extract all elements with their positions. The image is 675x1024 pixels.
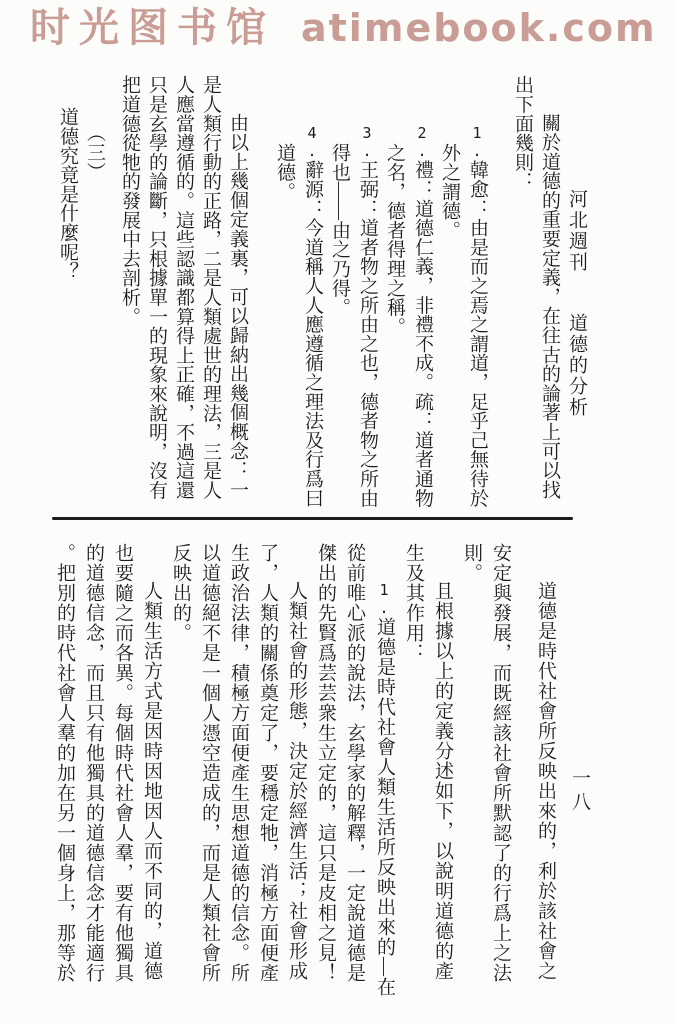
column-text: 把道德從牠的發展中去剖析。 — [119, 75, 140, 326]
item-number: 1. — [375, 581, 393, 617]
column-text: 且根據以上的定義分述如下，以說明道德的產 — [432, 581, 453, 981]
text-column — [298, 75, 326, 508]
column-text: 外之謂德。 — [439, 143, 460, 240]
text-column — [509, 75, 536, 497]
column-text: 以道德絕不是一個人憑空造成的，而是人類社會所 — [199, 543, 220, 983]
column-text: 禮：道德仁義，非禮不成。疏：道者通物 — [412, 160, 433, 508]
text-column — [81, 75, 108, 497]
text-column — [197, 75, 224, 500]
column-text: 生政治法律，積極方面便產生思想道德的信念。所 — [228, 543, 249, 983]
text-column — [50, 543, 79, 1005]
text-column — [311, 543, 340, 1005]
text-column — [253, 543, 282, 1005]
item-number: 3. — [358, 124, 376, 161]
text-column — [486, 543, 515, 1005]
column-text: 人類生活方式是因時因地因人而不同的，道德 — [141, 581, 162, 981]
text-column — [271, 75, 298, 497]
bottom-page — [50, 543, 560, 1005]
column-text: 出下面幾則： — [512, 75, 533, 191]
column-text: 道德是時代社會人類生活所反映出來的—在 — [374, 617, 395, 997]
text-column — [381, 75, 408, 497]
journal-title: 河北週刊 — [566, 189, 587, 273]
text-column — [536, 75, 563, 497]
text-column — [282, 543, 311, 1005]
text-column — [143, 75, 170, 500]
text-column — [224, 75, 251, 497]
top-page — [54, 75, 590, 508]
column-text: 之名，德者得理之稱。 — [384, 143, 405, 337]
column-text: 安定與發展，而既經該社會所默認了的行爲上之法 — [490, 543, 511, 983]
column-text: 反映出的。 — [170, 543, 191, 643]
page-divider-rule — [52, 517, 573, 520]
item-number: 4. — [303, 124, 321, 161]
column-text: 關於道德的重要定義，在往古的論著上可以找 — [539, 113, 560, 499]
column-text: 只是玄學的論斷，只根據單一的現象來說明，沒有 — [146, 75, 167, 500]
text-column — [108, 543, 137, 1005]
text-column — [463, 75, 491, 508]
item-number: 2. — [413, 124, 431, 161]
text-column — [428, 543, 457, 1005]
column-text: 由以上幾個定義裏，可以歸納出幾個概念：一 — [227, 113, 248, 499]
page-header — [563, 75, 590, 497]
text-column — [116, 75, 143, 497]
column-text: 人類社會的形態，決定於經濟生活；社會形成 — [286, 581, 307, 981]
text-column — [399, 543, 428, 1005]
text-column — [137, 543, 166, 1005]
column-text: （三） — [84, 122, 105, 181]
text-column — [224, 543, 253, 1005]
watermark-site-text: atimebook.com — [301, 6, 657, 50]
column-text: 辭源：今道稱人人應遵循之理法及行爲曰 — [302, 160, 323, 508]
text-column — [457, 543, 486, 1005]
text-column — [54, 75, 81, 497]
column-text: 是人類行動的正路，二是人類處世的理法，三是人 — [200, 75, 221, 500]
text-column — [408, 75, 436, 508]
text-column — [166, 543, 195, 1005]
text-column — [170, 75, 197, 500]
column-text: 。把別的時代社會人羣的加在另一個身上，那等於 — [54, 543, 75, 983]
column-text: 從前唯心派的說法，玄學家的解釋，一定說道德是 — [344, 543, 365, 983]
column-text: 人應當遵循的。這些認識都算得上正確，不過這還 — [173, 75, 194, 500]
column-text: 了，人類的關係奠定了，要穩定牠，消極方面便產 — [257, 543, 278, 983]
column-text: 也要隨之而各異。每個時代社會人羣，要有他獨具 — [112, 543, 133, 983]
column-text: 則。 — [461, 543, 482, 583]
item-number: 1. — [468, 124, 486, 161]
article-title: 道德的分析 — [566, 312, 587, 418]
column-text: 王弼：道者物之所由之也，德者物之所由 — [357, 160, 378, 508]
column-text: 韓愈：由是而之焉之謂道，足乎己無待於 — [467, 160, 488, 508]
watermark — [30, 6, 660, 52]
column-text: 生及其作用： — [403, 543, 424, 663]
text-column — [353, 75, 381, 508]
text-column — [369, 543, 399, 1005]
watermark-cjk-text: 时光图书馆 — [30, 5, 275, 51]
text-column — [340, 543, 369, 1005]
page-number: 一八 — [569, 768, 590, 816]
column-text: 的道德信念，而且只有他獨具的道德信念才能適行 — [83, 543, 104, 983]
text-column — [79, 543, 108, 1005]
column-text: 道德是時代社會所反映出來的，利於該社會之 — [535, 581, 556, 981]
column-text: 道德究竟是什麼呢？ — [57, 107, 78, 281]
text-column — [436, 75, 463, 497]
column-text: 道德。 — [274, 143, 295, 202]
text-column — [326, 75, 353, 497]
column-text: 傑出的先賢爲芸芸衆生立定的，這只是皮相之見！ — [315, 543, 336, 983]
column-text: 得也——由之乃得。 — [329, 143, 350, 318]
text-column — [531, 543, 560, 1005]
text-column — [195, 543, 224, 1005]
